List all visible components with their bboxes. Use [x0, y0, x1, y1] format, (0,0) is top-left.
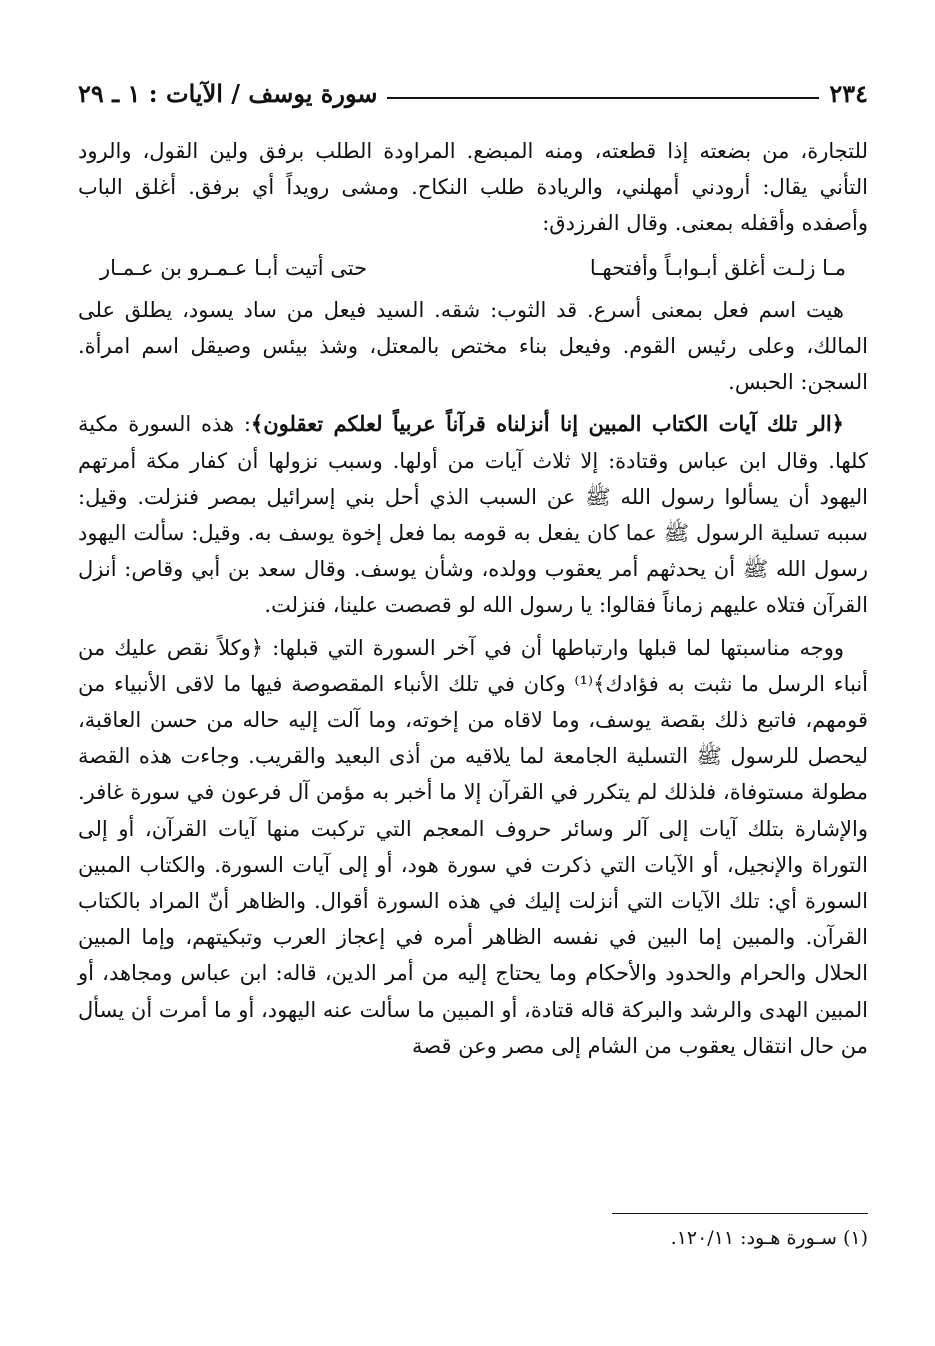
verse-hemistich-left: حتى أتيت أبـا عـمـرو بن عـمـار: [100, 255, 368, 280]
footnote-divider: [612, 1213, 868, 1214]
running-title: سورة يوسف / الآيات : ١ ـ ٢٩: [78, 79, 378, 108]
header-rule: [387, 97, 819, 99]
paragraph-3-text: : هذه السورة مكية كلها. وقال ابن عباس وقتادة: إلا ثلاث آيات من أولها. وسبب نزولها أن كفار مكة أمرتهم اليهود أن يسألوا رسول الله ﷺ عن السبب الذي أحل بني إسرائيل بمصر فنزلت. وقيل: سببه تسلية الرسول ﷺ عما كان يفعل به قومه بما فعل إخوة يوسف به. وقيل: سألت اليهود رسول الله ﷺ أن يحدثهم أمر يعقوب وولده، وشأن يوسف. وقال سعد بن أبي وقاص: أنزل القرآن فتلاه عليهم زماناً فقالوا: يا رسول الله لو قصصت علينا، فنزلت.: [78, 412, 868, 618]
page-header: [78, 68, 868, 108]
paragraph-1: للتجارة، من بضعته إذا قطعته، ومنه المبضع. المراودة الطلب برفق ولين القول، والرود التأني يقال: أرودني أمهلني، والريادة طلب النكاح. ومشى رويداً أي برفق. أغلق الباب وأصفده وأقفله بمعنى. وقال الفرزدق:: [78, 139, 868, 236]
page-number: ٢٣٤: [829, 79, 868, 108]
quran-verse-heading: ﴿الر تلك آيات الكتاب المبين إنا أنزلناه قرآناً عربياً لعلكم تعقلون﴾: [250, 411, 844, 437]
verse-hemistich-right: مـا زلـت أغلق أبـوابـاً وأفتحهـا: [589, 255, 846, 280]
body-text: [78, 133, 868, 1064]
paragraph-2: هيت اسم فعل بمعنى أسرع. قد الثوب: شقه. السيد فيعل من ساد يسود، يطلق على المالك، وعلى رئيس القوم. وفيعل بناء مختص بالمعتل، وشذ بيئس وصيقل اسم امرأة. السجن: الحبس.: [78, 297, 868, 395]
footnote: (١) سـورة هـود: ١٢٠/١١.: [670, 1227, 868, 1249]
paragraph-4: ووجه مناسبتها لما قبلها وارتباطها أن في آخر السورة التي قبلها: ﴿وكلاً نقص عليك من أنباء الرسل ما نثبت به فؤادك﴾⁽¹⁾ وكان في تلك الأنباء المقصوصة فيها ما لاقى الأنبياء من قومهم، فاتبع ذلك بقصة يوسف، وما لاقاه من إخوته، وما آلت إليه حاله من حسن العاقبة، ليحصل للرسول ﷺ التسلية الجامعة لما يلاقيه من أذى البعيد والقريب. وجاءت هذه القصة مطولة مستوفاة، فلذلك لم يتكرر في القرآن إلا ما أخبر به مؤمن آل فرعون في سورة غافر. والإشارة بتلك آيات إلى آلر وسائر حروف المعجم التي تركبت منها آيات القرآن، أو إلى التوراة والإنجيل، أو الآيات التي ذكرت في سورة هود، أو إلى آيات السورة. والكتاب المبين السورة أي: تلك الآيات التي أنزلت إليك في هذه السورة أقوال. والظاهر أنّ المراد بالكتاب القرآن. والمبين إما البين في نفسه الظاهر أمره في إعجاز العرب وتبكيتهم، وإما المبين الحلال والحرام والحدود والأحكام وما يحتاج إليه من أمر الدين، قاله: ابن عباس ومجاهد، أو المبين الهدى والرشد والبركة قاله قتادة، أو المبين ما سألت عنه اليهود، أو ما أمرت أن يسأل من حال انتقال يعقوب من الشام إلى مصر وعن قصة: [78, 635, 868, 1058]
poetry-verse: [78, 250, 868, 286]
paragraph-3: [78, 406, 868, 623]
